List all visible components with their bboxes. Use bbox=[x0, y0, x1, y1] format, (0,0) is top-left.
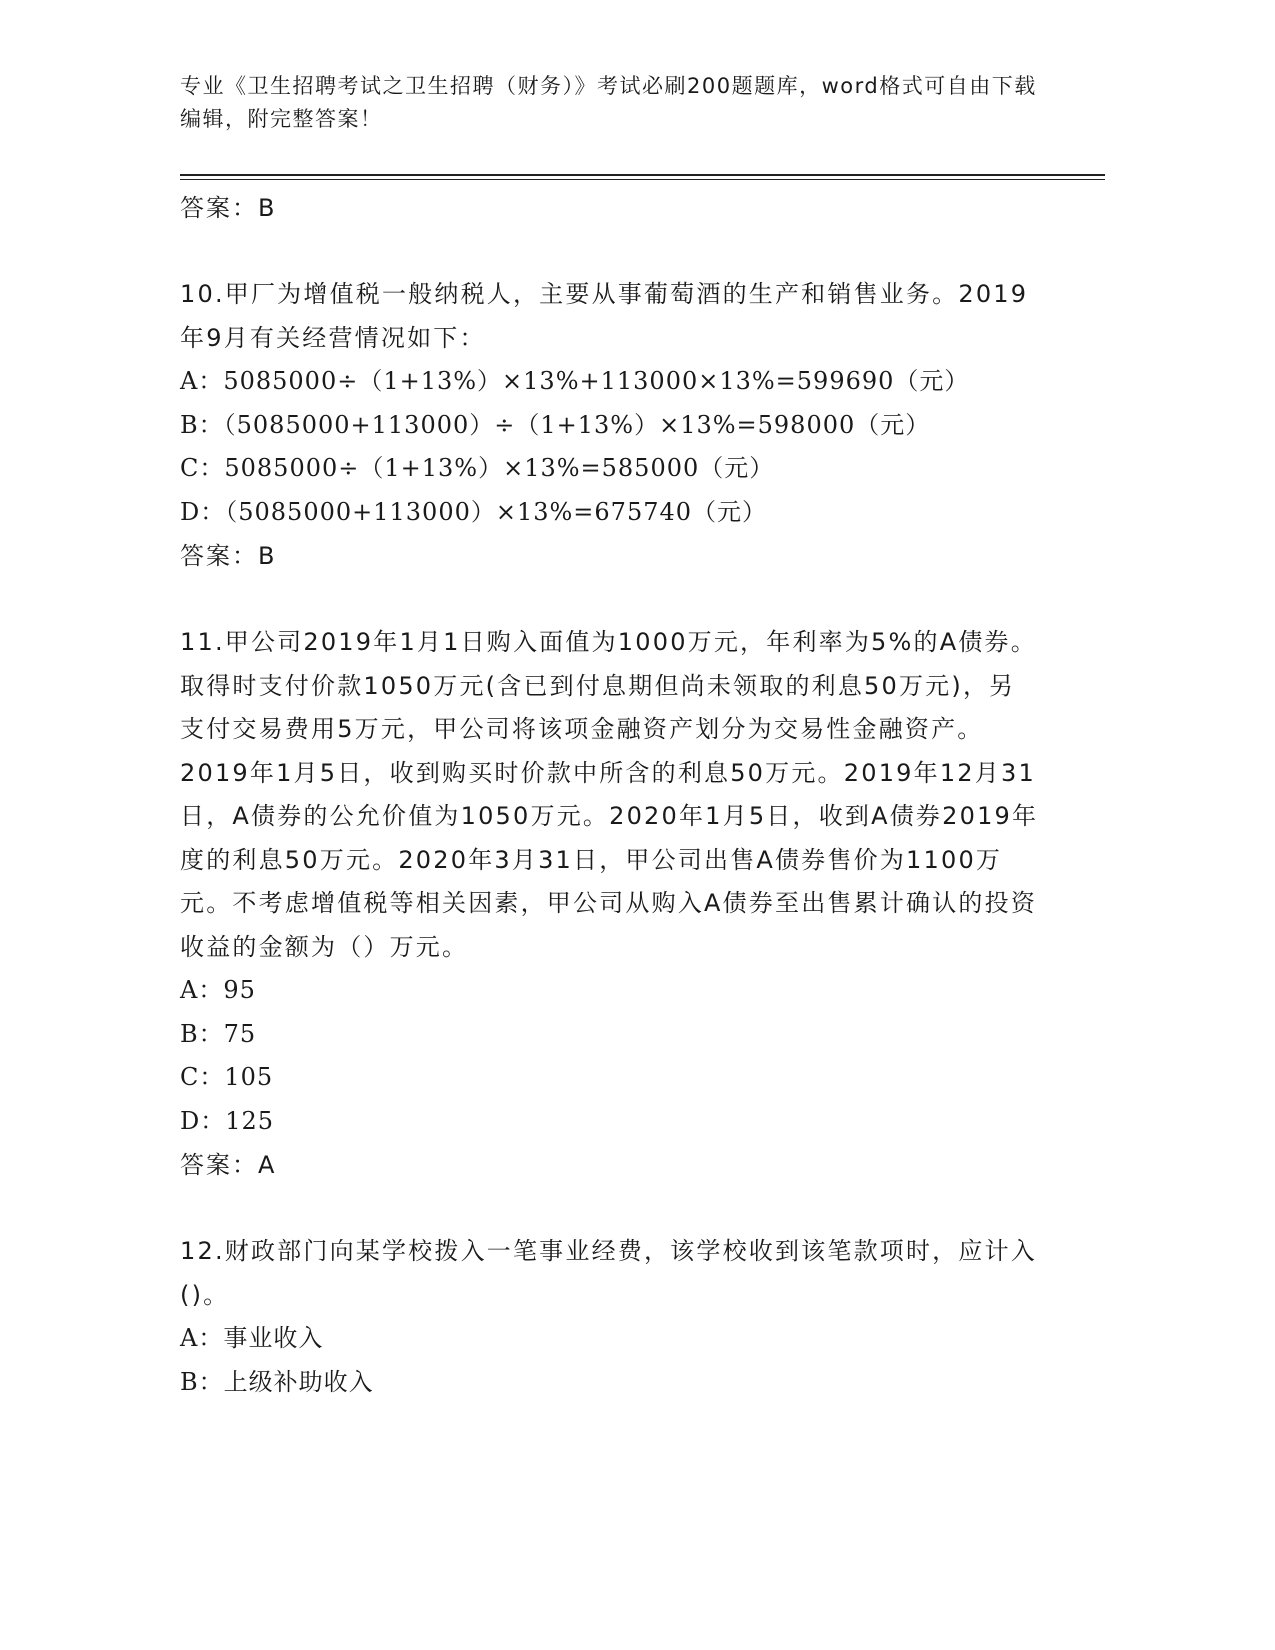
option-a: A：5085000÷（1+13%）×13%+113000×13%=599690（元） bbox=[180, 367, 970, 395]
option-c: C：105 bbox=[180, 1063, 274, 1091]
option-c: C：5085000÷（1+13%）×13%=585000（元） bbox=[180, 454, 775, 482]
document-page bbox=[180, 70, 1110, 1404]
spacer bbox=[180, 1187, 1110, 1230]
header-divider-thick bbox=[180, 174, 1105, 176]
answer: 答案：B bbox=[180, 542, 277, 570]
question-11 bbox=[180, 621, 1110, 1187]
header-divider-thin bbox=[180, 179, 1105, 180]
question-stem: 10.甲厂为增值税一般纳税人，主要从事葡萄酒的生产和销售业务。2019年9月有关经营情况如下： bbox=[180, 280, 1029, 352]
spacer bbox=[180, 578, 1110, 621]
option-a: A：95 bbox=[180, 976, 256, 1004]
option-d: D：（5085000+113000）×13%=675740（元） bbox=[180, 497, 768, 526]
option-b: B：（5085000+113000）÷（1+13%）×13%=598000（元） bbox=[180, 410, 931, 439]
option-b: B：75 bbox=[180, 1019, 257, 1048]
previous-answer: 答案：B bbox=[180, 194, 277, 222]
document-header: 专业《卫生招聘考试之卫生招聘（财务）》考试必刷200题题库，word格式可自由下载编辑，附完整答案！ bbox=[180, 74, 1037, 131]
option-b: B：上级补助收入 bbox=[180, 1367, 374, 1396]
option-d: D：125 bbox=[180, 1106, 275, 1135]
option-a: A：事业收入 bbox=[180, 1324, 324, 1352]
question-10 bbox=[180, 273, 1110, 578]
question-12 bbox=[180, 1230, 1110, 1404]
answer: 答案：A bbox=[180, 1151, 277, 1179]
spacer bbox=[180, 230, 1110, 273]
question-stem: 12.财政部门向某学校拨入一笔事业经费，该学校收到该笔款项时，应计入()。 bbox=[180, 1237, 1037, 1309]
question-stem: 11.甲公司2019年1月1日购入面值为1000万元，年利率为5%的A债券。取得时支付价款1050万元(含已到付息期但尚未领取的利息50万元)，另支付交易费用5万元，甲公司将该项金融资产划分为交易性金融资产。2019年1月5日，收到购买时价款中所含的利息50万元。2019年12月31日，A债券的公允价值为1050万元。2020年1月5日，收到A债券2019年度的利息50万元。2020年3月31日，甲公司出售A债券售价为1100万元。不考虑增值税等相关因素，甲公司从购入A债券至出售累计确认的投资收益的金额为（）万元。 bbox=[180, 628, 1039, 961]
